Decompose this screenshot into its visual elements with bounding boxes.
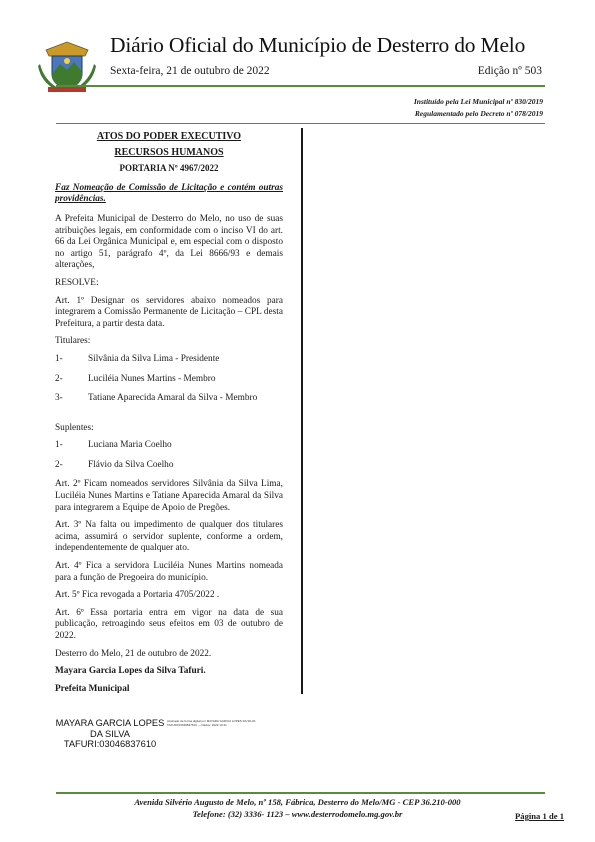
- suplentes-label: Suplentes:: [55, 422, 94, 433]
- issue-date: Sexta-feira, 21 de outubro de 2022: [110, 65, 270, 77]
- article-6: Art. 6º Essa portaria entra em vigor na data de sua publicação, retroagindo seus efeitos em 03 de outubro de 2022.: [55, 607, 283, 641]
- footer-address: Avenida Silvério Augusto de Melo, nº 158, Fábrica, Desterro do Melo/MG - CEP 36.210-000: [134, 797, 461, 807]
- portaria-number: PORTARIA Nº 4967/2022: [119, 163, 219, 174]
- subheader-divider: [56, 123, 545, 124]
- list-item: 2- Flávio da Silva Coelho: [55, 459, 174, 470]
- titulares-label: Titulares:: [55, 336, 91, 347]
- place-date: Desterro do Melo, 21 de outubro de 2022.: [55, 648, 212, 659]
- section-heading: ATOS DO PODER EXECUTIVO: [96, 131, 242, 142]
- digital-signature: [55, 718, 285, 756]
- footer-divider: [56, 792, 545, 794]
- edition-number: Edição nº 503: [477, 65, 542, 77]
- institution-law: Instituído pela Lei Municipal nº 830/2019: [413, 97, 543, 106]
- signature-details: Assinado de forma digital por MAYARA GARCIA LOPES DA SILVA TAFURI:03046837610 — Dados: 2022.10.21: [167, 719, 256, 727]
- article-3: Art. 3º Na falta ou impedimento de qualquer dos titulares acima, assumirá o servidor suplente, conforme a ordem, independentemente de qualquer ato.: [55, 520, 283, 554]
- newspaper-title: Diário Oficial do Município de Desterro do Melo: [110, 33, 526, 57]
- article-column: [55, 131, 283, 701]
- article-5: Art. 5º Fica revogada a Portaria 4705/2022 .: [55, 590, 220, 601]
- signer-role: Prefeita Municipal: [55, 683, 130, 694]
- page-number: Página 1 de 1: [515, 811, 564, 821]
- article-1: Art. 1º Designar os servidores abaixo nomeados para integrarem a Comissão Permanente de Licitação – CPL desta Prefeitura, a partir desta data.: [55, 295, 283, 329]
- footer-contact: Telefone: (32) 3336- 1123 – www.desterrodomelo.mg.gov.br: [192, 809, 403, 819]
- signer-name: Mayara Garcia Lopes da Silva Tafuri.: [55, 666, 206, 677]
- article-4: Art. 4º Fica a servidora Luciléia Nunes Martins nomeada para a função de Pregoeira do município.: [55, 561, 283, 583]
- ementa: Faz Nomeação de Comissão de Licitação e contém outras providências.: [55, 182, 283, 205]
- list-item: 1- Silvânia da Silva Lima - Presidente: [55, 353, 220, 364]
- subsection-heading: RECURSOS HUMANOS: [114, 146, 224, 158]
- list-item: 2- Luciléia Nunes Martins - Membro: [55, 373, 216, 384]
- list-item: 1- Luciana Maria Coelho: [55, 440, 172, 451]
- intro-paragraph: A Prefeita Municipal de Desterro do Melo, no uso de suas atribuições legais, em conformidade com o inciso VI do art. 66 da Lei Orgânica Municipal e, em especial com o disposto no artigo 51, parágrafo 4º, da Lei 8666/93 e demais alterações,: [55, 213, 283, 271]
- regulation-decree: Regulamentado pelo Decreto nº 078/2019: [414, 109, 543, 118]
- article-2: Art. 2º Ficam nomeados servidores Silvânia da Silva Lima, Luciléia Nunes Martins e Tatiane Aparecida Amaral da Silva para integrarem a Equipe de Apoio de Pregões.: [55, 479, 283, 513]
- resolve-label: RESOLVE:: [55, 277, 99, 288]
- column-divider: [301, 128, 303, 694]
- header-divider: [56, 85, 545, 87]
- list-item: 3- Tatiane Aparecida Amaral da Silva - Membro: [55, 393, 258, 404]
- signature-name: MAYARA GARCIA LOPES DA SILVA TAFURI:03046837610: [55, 718, 165, 749]
